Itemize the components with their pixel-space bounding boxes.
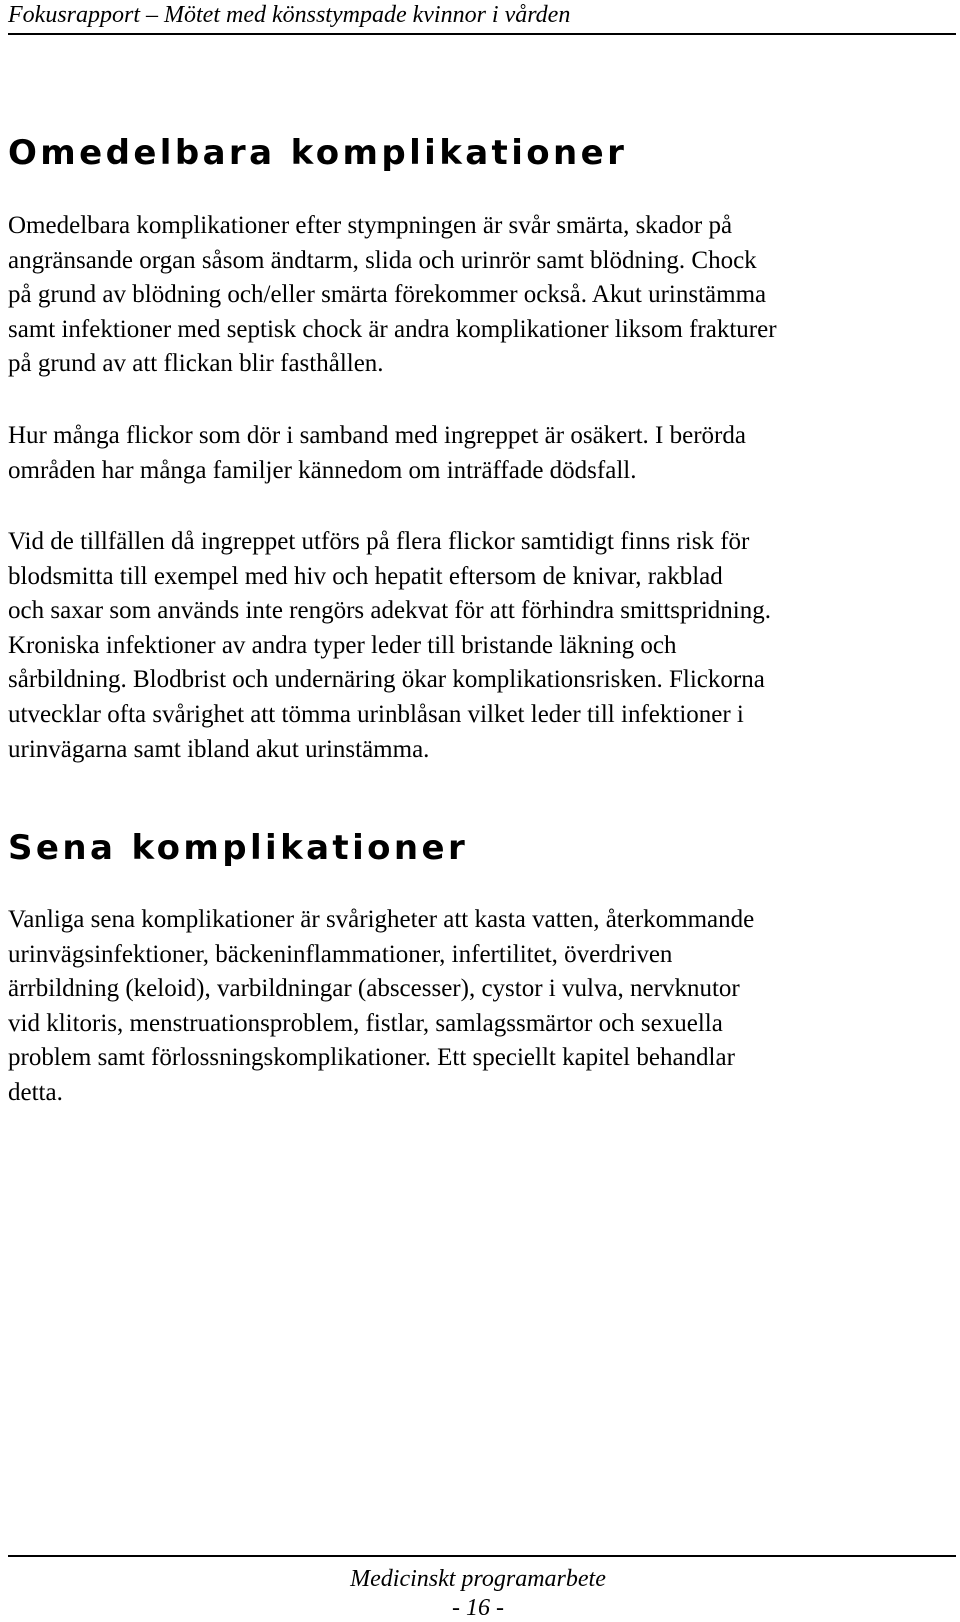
- paragraph: [8, 209, 956, 382]
- footer-divider: [8, 1555, 956, 1557]
- text-line: på grund av att flickan blir fasthållen.: [8, 350, 384, 378]
- text-line: angränsande organ såsom ändtarm, slida och urinrör samt blödning. Chock: [8, 246, 757, 274]
- text-line: utvecklar ofta svårighet att tömma urinblåsan vilket leder till infektioner i: [8, 700, 744, 728]
- paragraph: [8, 903, 956, 1111]
- text-line: blodsmitta till exempel med hiv och hepatit eftersom de knivar, rakblad: [8, 562, 723, 590]
- text-line: detta.: [8, 1078, 63, 1106]
- text-line: på grund av blödning och/eller smärta förekommer också. Akut urinstämma: [8, 281, 767, 309]
- paragraph: [8, 419, 956, 488]
- text-line: urinvägsinfektioner, bäckeninflammationer, infertilitet, överdriven: [8, 940, 673, 968]
- header-divider: [8, 33, 956, 35]
- footer-title: Medicinskt programarbete: [350, 1566, 606, 1592]
- text-line: Omedelbara komplikationer efter stympningen är svår smärta, skador på: [8, 212, 733, 239]
- text-line: sårbildning. Blodbrist och undernäring ökar komplikationsrisken. Flickorna: [8, 666, 765, 694]
- text-line: problem samt förlossningskomplikationer. Ett speciellt kapitel behandlar: [8, 1044, 735, 1072]
- text-line: områden har många familjer kännedom om inträffade dödsfall.: [8, 456, 637, 484]
- text-line: ärrbildning (keloid), varbildningar (abscesser), cystor i vulva, nervknutor: [8, 975, 740, 1003]
- text-line: samt infektioner med septisk chock är andra komplikationer liksom frakturer: [8, 315, 777, 343]
- text-line: Vid de tillfällen då ingreppet utförs på flera flickor samtidigt finns risk för: [8, 528, 750, 555]
- text-line: vid klitoris, menstruationsproblem, fistlar, samlagssmärtor och sexuella: [8, 1009, 723, 1037]
- page-number: - 16 -: [452, 1595, 504, 1621]
- text-line: Kroniska infektioner av andra typer leder till bristande läkning och: [8, 631, 677, 659]
- section-heading-late: Sena komplikationer: [8, 828, 469, 868]
- paragraph: [8, 525, 956, 767]
- text-line: urinvägarna samt ibland akut urinstämma.: [8, 735, 430, 763]
- text-line: Vanliga sena komplikationer är svårigheter att kasta vatten, återkommande: [8, 906, 755, 933]
- text-line: och saxar som används inte rengörs adekvat för att förhindra smittspridning.: [8, 597, 772, 625]
- running-header-title: Fokusrapport – Mötet med könsstympade kvinnor i vården: [8, 2, 571, 28]
- text-line: Hur många flickor som dör i samband med ingreppet är osäkert. I berörda: [8, 422, 746, 449]
- section-heading-immediate: Omedelbara komplikationer: [8, 133, 628, 173]
